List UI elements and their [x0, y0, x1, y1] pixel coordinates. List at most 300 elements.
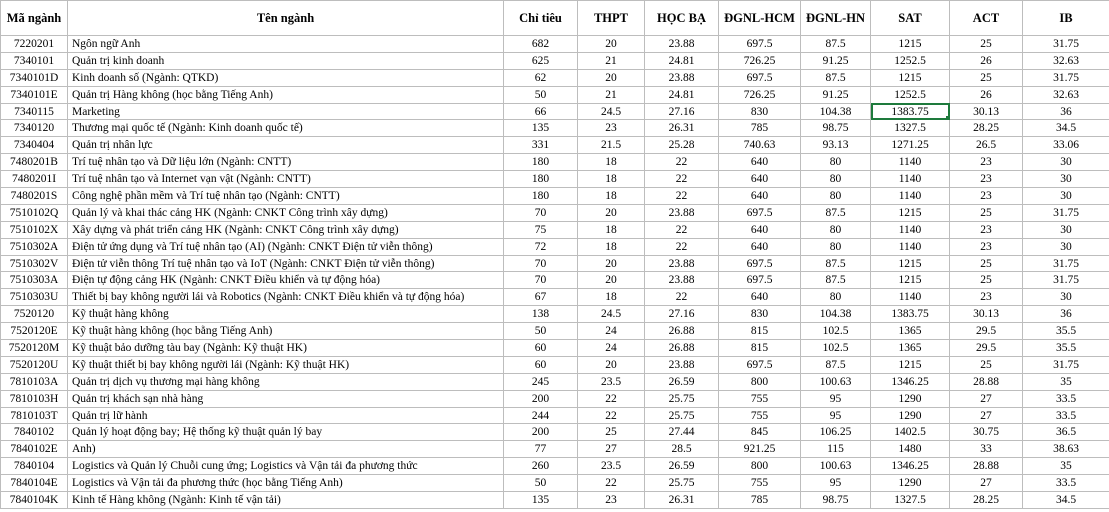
cell-act[interactable]: 26 — [950, 86, 1023, 103]
cell-ib[interactable]: 32.63 — [1023, 52, 1109, 69]
cell-ib[interactable]: 30 — [1023, 171, 1109, 188]
cell-chi-tieu[interactable]: 138 — [504, 306, 578, 323]
table-row — [1, 424, 1109, 441]
cell-dgnl-hn[interactable]: 95 — [801, 390, 871, 407]
cell-ib[interactable]: 36 — [1023, 306, 1109, 323]
cell-hoc-ba[interactable]: 23.88 — [645, 272, 719, 289]
cell-ib[interactable]: 33.5 — [1023, 475, 1109, 492]
cell-dgnl-hn[interactable]: 95 — [801, 475, 871, 492]
cell-thpt[interactable]: 23.5 — [578, 458, 645, 475]
cell-dgnl-hn[interactable]: 91.25 — [801, 52, 871, 69]
cell-dgnl-hcm[interactable]: 800 — [719, 458, 801, 475]
cell-thpt[interactable]: 18 — [578, 154, 645, 171]
cell-dgnl-hcm[interactable]: 800 — [719, 373, 801, 390]
cell-ten-nganh[interactable]: Kỹ thuật hàng không (học bằng Tiếng Anh) — [68, 323, 504, 340]
cell-chi-tieu[interactable]: 180 — [504, 171, 578, 188]
cell-hoc-ba[interactable]: 26.31 — [645, 120, 719, 137]
cell-ib[interactable]: 31.75 — [1023, 356, 1109, 373]
cell-dgnl-hcm[interactable]: 640 — [719, 289, 801, 306]
cell-thpt[interactable]: 20 — [578, 255, 645, 272]
cell-ten-nganh[interactable]: Trí tuệ nhân tạo và Dữ liệu lớn (Ngành: CNTT) — [68, 154, 504, 171]
cell-chi-tieu[interactable]: 70 — [504, 272, 578, 289]
cell-ib[interactable]: 30 — [1023, 238, 1109, 255]
cell-sat[interactable]: 1215 — [871, 204, 950, 221]
cell-ib[interactable]: 33.06 — [1023, 137, 1109, 154]
cell-ma-nganh[interactable]: 7510303U — [1, 289, 68, 306]
cell-dgnl-hn[interactable]: 80 — [801, 238, 871, 255]
cell-ten-nganh[interactable]: Quản lý và khai thác cảng HK (Ngành: CNKT Công trình xây dựng) — [68, 204, 504, 221]
cell-hoc-ba[interactable]: 27.16 — [645, 306, 719, 323]
cell-act[interactable]: 23 — [950, 188, 1023, 205]
cell-chi-tieu[interactable]: 244 — [504, 407, 578, 424]
cell-ma-nganh[interactable]: 7520120U — [1, 356, 68, 373]
cell-dgnl-hn[interactable]: 80 — [801, 171, 871, 188]
cell-thpt[interactable]: 20 — [578, 356, 645, 373]
cell-chi-tieu[interactable]: 66 — [504, 103, 578, 120]
cell-dgnl-hn[interactable]: 87.5 — [801, 36, 871, 53]
cell-ib[interactable]: 36 — [1023, 103, 1109, 120]
cell-act[interactable]: 25 — [950, 255, 1023, 272]
cell-dgnl-hcm[interactable]: 740.63 — [719, 137, 801, 154]
cell-ten-nganh[interactable]: Quản trị khách sạn nhà hàng — [68, 390, 504, 407]
cell-thpt[interactable]: 20 — [578, 204, 645, 221]
cell-hoc-ba[interactable]: 23.88 — [645, 356, 719, 373]
cell-ten-nganh[interactable]: Marketing — [68, 103, 504, 120]
cell-chi-tieu[interactable]: 50 — [504, 323, 578, 340]
cell-thpt[interactable]: 24.5 — [578, 103, 645, 120]
cell-ma-nganh[interactable]: 7480201B — [1, 154, 68, 171]
cell-chi-tieu[interactable]: 70 — [504, 204, 578, 221]
cell-ten-nganh[interactable]: Quản trị lữ hành — [68, 407, 504, 424]
cell-hoc-ba[interactable]: 23.88 — [645, 36, 719, 53]
cell-ib[interactable]: 30 — [1023, 154, 1109, 171]
cell-dgnl-hn[interactable]: 80 — [801, 289, 871, 306]
cell-act[interactable]: 27 — [950, 407, 1023, 424]
col-header-dgnl-hn[interactable]: ĐGNL-HN — [801, 1, 871, 36]
cell-ma-nganh[interactable]: 7220201 — [1, 36, 68, 53]
cell-ten-nganh[interactable]: Thương mại quốc tế (Ngành: Kinh doanh quốc tế) — [68, 120, 504, 137]
cell-dgnl-hcm[interactable]: 921.25 — [719, 441, 801, 458]
cell-sat[interactable]: 1215 — [871, 272, 950, 289]
cell-hoc-ba[interactable]: 22 — [645, 188, 719, 205]
table-row — [1, 289, 1109, 306]
cell-ma-nganh[interactable]: 7840104 — [1, 458, 68, 475]
cell-thpt[interactable]: 21 — [578, 52, 645, 69]
cell-dgnl-hcm[interactable]: 726.25 — [719, 86, 801, 103]
cell-dgnl-hcm[interactable]: 640 — [719, 154, 801, 171]
cell-ma-nganh[interactable]: 7510102X — [1, 221, 68, 238]
cell-dgnl-hn[interactable]: 93.13 — [801, 137, 871, 154]
cell-thpt[interactable]: 24.5 — [578, 306, 645, 323]
cell-chi-tieu[interactable]: 625 — [504, 52, 578, 69]
cell-dgnl-hcm[interactable]: 697.5 — [719, 356, 801, 373]
cell-chi-tieu[interactable]: 180 — [504, 154, 578, 171]
cell-sat[interactable]: 1215 — [871, 255, 950, 272]
cell-dgnl-hcm[interactable]: 785 — [719, 120, 801, 137]
cell-ib[interactable]: 35 — [1023, 458, 1109, 475]
cell-ten-nganh[interactable]: Điện tự động cảng HK (Ngành: CNKT Điều khiển và tự động hóa) — [68, 272, 504, 289]
cell-ib[interactable]: 30 — [1023, 289, 1109, 306]
table-row — [1, 154, 1109, 171]
cell-ib[interactable]: 36.5 — [1023, 424, 1109, 441]
cell-thpt[interactable]: 21 — [578, 86, 645, 103]
cell-dgnl-hcm[interactable]: 755 — [719, 407, 801, 424]
cell-ib[interactable]: 38.63 — [1023, 441, 1109, 458]
cell-dgnl-hn[interactable]: 100.63 — [801, 373, 871, 390]
cell-dgnl-hn[interactable]: 100.63 — [801, 458, 871, 475]
cell-act[interactable]: 23 — [950, 238, 1023, 255]
cell-thpt[interactable]: 24 — [578, 323, 645, 340]
cell-ten-nganh[interactable]: Kỹ thuật thiết bị bay không người lái (Ngành: Kỹ thuật HK) — [68, 356, 504, 373]
cell-ib[interactable]: 30 — [1023, 188, 1109, 205]
cell-dgnl-hcm[interactable]: 640 — [719, 238, 801, 255]
cell-act[interactable]: 26 — [950, 52, 1023, 69]
col-header-sat[interactable]: SAT — [871, 1, 950, 36]
cell-act[interactable]: 33 — [950, 441, 1023, 458]
cell-hoc-ba[interactable]: 25.28 — [645, 137, 719, 154]
cell-chi-tieu[interactable]: 200 — [504, 390, 578, 407]
cell-dgnl-hn[interactable]: 87.5 — [801, 255, 871, 272]
cell-ma-nganh[interactable]: 7840104E — [1, 475, 68, 492]
cell-dgnl-hcm[interactable]: 640 — [719, 171, 801, 188]
cell-ib[interactable]: 31.75 — [1023, 255, 1109, 272]
cell-ten-nganh[interactable]: Kỹ thuật bảo dưỡng tàu bay (Ngành: Kỹ thuật HK) — [68, 340, 504, 357]
cell-ten-nganh[interactable]: Anh) — [68, 441, 504, 458]
cell-act[interactable]: 26.5 — [950, 137, 1023, 154]
cell-act[interactable]: 27 — [950, 475, 1023, 492]
cell-thpt[interactable]: 24 — [578, 340, 645, 357]
cell-dgnl-hcm[interactable]: 755 — [719, 475, 801, 492]
cell-ib[interactable]: 32.63 — [1023, 86, 1109, 103]
cell-dgnl-hn[interactable]: 91.25 — [801, 86, 871, 103]
cell-chi-tieu[interactable]: 260 — [504, 458, 578, 475]
col-header-chi-tieu[interactable]: Chỉ tiêu — [504, 1, 578, 36]
cell-ten-nganh[interactable]: Quản trị dịch vụ thương mại hàng không — [68, 373, 504, 390]
cell-thpt[interactable]: 27 — [578, 441, 645, 458]
cell-hoc-ba[interactable]: 25.75 — [645, 407, 719, 424]
cell-ma-nganh[interactable]: 7340101D — [1, 69, 68, 86]
cell-ten-nganh[interactable]: Quản trị Hàng không (học bằng Tiếng Anh) — [68, 86, 504, 103]
cell-ten-nganh[interactable]: Kinh tế Hàng không (Ngành: Kinh tế vận tải) — [68, 492, 504, 509]
cell-thpt[interactable]: 22 — [578, 475, 645, 492]
cell-hoc-ba[interactable]: 24.81 — [645, 52, 719, 69]
cell-ten-nganh[interactable]: Trí tuệ nhân tạo và Internet vạn vật (Ngành: CNTT) — [68, 171, 504, 188]
cell-sat[interactable]: 1252.5 — [871, 52, 950, 69]
cell-dgnl-hn[interactable]: 80 — [801, 154, 871, 171]
cell-chi-tieu[interactable]: 180 — [504, 188, 578, 205]
cell-ib[interactable]: 35 — [1023, 373, 1109, 390]
cell-ten-nganh[interactable]: Điện tử ứng dụng và Trí tuệ nhân tạo (AI) (Ngành: CNKT Điện tử viễn thông) — [68, 238, 504, 255]
cell-hoc-ba[interactable]: 28.5 — [645, 441, 719, 458]
cell-hoc-ba[interactable]: 22 — [645, 238, 719, 255]
cell-sat[interactable]: 1402.5 — [871, 424, 950, 441]
cell-sat[interactable]: 1140 — [871, 154, 950, 171]
cell-ten-nganh[interactable]: Logistics và Quản lý Chuỗi cung ứng; Logistics và Vận tải đa phương thức — [68, 458, 504, 475]
cell-hoc-ba[interactable]: 27.44 — [645, 424, 719, 441]
cell-ma-nganh[interactable]: 7510302V — [1, 255, 68, 272]
cell-dgnl-hn[interactable]: 87.5 — [801, 204, 871, 221]
cell-ten-nganh[interactable]: Kinh doanh số (Ngành: QTKD) — [68, 69, 504, 86]
cell-thpt[interactable]: 22 — [578, 407, 645, 424]
cell-act[interactable]: 28.25 — [950, 492, 1023, 509]
cell-sat[interactable]: 1327.5 — [871, 120, 950, 137]
cell-thpt[interactable]: 21.5 — [578, 137, 645, 154]
col-header-ib[interactable]: IB — [1023, 1, 1109, 36]
cell-act[interactable]: 28.88 — [950, 373, 1023, 390]
cell-dgnl-hn[interactable]: 104.38 — [801, 306, 871, 323]
col-header-hoc-ba[interactable]: HỌC BẠ — [645, 1, 719, 36]
cell-hoc-ba[interactable]: 22 — [645, 221, 719, 238]
cell-thpt[interactable]: 18 — [578, 188, 645, 205]
cell-ma-nganh[interactable]: 7510303A — [1, 272, 68, 289]
cell-act[interactable]: 30.75 — [950, 424, 1023, 441]
cell-ten-nganh[interactable]: Kỹ thuật hàng không — [68, 306, 504, 323]
cell-chi-tieu[interactable]: 62 — [504, 69, 578, 86]
cell-hoc-ba[interactable]: 23.88 — [645, 255, 719, 272]
cell-sat[interactable]: 1327.5 — [871, 492, 950, 509]
cell-hoc-ba[interactable]: 26.59 — [645, 373, 719, 390]
cell-chi-tieu[interactable]: 135 — [504, 492, 578, 509]
cell-chi-tieu[interactable]: 72 — [504, 238, 578, 255]
cell-ma-nganh[interactable]: 7340115 — [1, 103, 68, 120]
cell-dgnl-hcm[interactable]: 755 — [719, 390, 801, 407]
cell-chi-tieu[interactable]: 200 — [504, 424, 578, 441]
cell-ib[interactable]: 33.5 — [1023, 407, 1109, 424]
cell-act[interactable]: 25 — [950, 204, 1023, 221]
cell-sat[interactable]: 1140 — [871, 188, 950, 205]
cell-dgnl-hcm[interactable]: 726.25 — [719, 52, 801, 69]
cell-dgnl-hcm[interactable]: 640 — [719, 188, 801, 205]
cell-hoc-ba[interactable]: 26.88 — [645, 323, 719, 340]
cell-dgnl-hn[interactable]: 80 — [801, 221, 871, 238]
cell-hoc-ba[interactable]: 25.75 — [645, 390, 719, 407]
cell-dgnl-hcm[interactable]: 697.5 — [719, 255, 801, 272]
cell-dgnl-hn[interactable]: 102.5 — [801, 340, 871, 357]
cell-sat[interactable]: 1215 — [871, 356, 950, 373]
cell-dgnl-hn[interactable]: 102.5 — [801, 323, 871, 340]
cell-act[interactable]: 23 — [950, 171, 1023, 188]
cell-sat[interactable]: 1215 — [871, 69, 950, 86]
cell-dgnl-hn[interactable]: 87.5 — [801, 272, 871, 289]
cell-hoc-ba[interactable]: 26.31 — [645, 492, 719, 509]
cell-act[interactable]: 29.5 — [950, 340, 1023, 357]
cell-thpt[interactable]: 25 — [578, 424, 645, 441]
cell-thpt[interactable]: 18 — [578, 171, 645, 188]
cell-hoc-ba[interactable]: 23.88 — [645, 204, 719, 221]
col-header-thpt[interactable]: THPT — [578, 1, 645, 36]
cell-thpt[interactable]: 22 — [578, 390, 645, 407]
cell-sat[interactable]: 1365 — [871, 323, 950, 340]
cell-sat[interactable]: 1346.25 — [871, 458, 950, 475]
cell-dgnl-hn[interactable]: 80 — [801, 188, 871, 205]
cell-ib[interactable]: 31.75 — [1023, 204, 1109, 221]
cell-sat[interactable]: 1252.5 — [871, 86, 950, 103]
cell-chi-tieu[interactable]: 77 — [504, 441, 578, 458]
cell-hoc-ba[interactable]: 26.88 — [645, 340, 719, 357]
cell-act[interactable]: 29.5 — [950, 323, 1023, 340]
cell-hoc-ba[interactable]: 23.88 — [645, 69, 719, 86]
cell-sat[interactable]: 1383.75 — [871, 306, 950, 323]
cell-dgnl-hcm[interactable]: 640 — [719, 221, 801, 238]
col-header-act[interactable]: ACT — [950, 1, 1023, 36]
cell-chi-tieu[interactable]: 75 — [504, 221, 578, 238]
cell-sat[interactable]: 1290 — [871, 407, 950, 424]
cell-act[interactable]: 23 — [950, 154, 1023, 171]
cell-hoc-ba[interactable]: 22 — [645, 171, 719, 188]
cell-hoc-ba[interactable]: 22 — [645, 154, 719, 171]
cell-ma-nganh[interactable]: 7510102Q — [1, 204, 68, 221]
table-row — [1, 36, 1109, 53]
cell-thpt[interactable]: 20 — [578, 69, 645, 86]
cell-ten-nganh[interactable]: Logistics và Vận tải đa phương thức (học bằng Tiếng Anh) — [68, 475, 504, 492]
cell-thpt[interactable]: 23 — [578, 492, 645, 509]
cell-dgnl-hcm[interactable]: 697.5 — [719, 272, 801, 289]
cell-sat[interactable]: 1365 — [871, 340, 950, 357]
cell-dgnl-hcm[interactable]: 697.5 — [719, 36, 801, 53]
cell-dgnl-hn[interactable]: 98.75 — [801, 492, 871, 509]
cell-chi-tieu[interactable]: 60 — [504, 356, 578, 373]
cell-chi-tieu[interactable]: 50 — [504, 475, 578, 492]
cell-dgnl-hn[interactable]: 87.5 — [801, 69, 871, 86]
cell-dgnl-hcm[interactable]: 845 — [719, 424, 801, 441]
cell-sat[interactable]: 1140 — [871, 221, 950, 238]
table-row — [1, 120, 1109, 137]
cell-hoc-ba[interactable]: 27.16 — [645, 103, 719, 120]
table-row — [1, 238, 1109, 255]
cell-ib[interactable]: 30 — [1023, 221, 1109, 238]
cell-chi-tieu[interactable]: 50 — [504, 86, 578, 103]
cell-dgnl-hcm[interactable]: 697.5 — [719, 204, 801, 221]
cell-dgnl-hn[interactable]: 95 — [801, 407, 871, 424]
cell-ten-nganh[interactable]: Xây dựng và phát triển cảng HK (Ngành: CNKT Công trình xây dựng) — [68, 221, 504, 238]
cell-dgnl-hcm[interactable]: 815 — [719, 323, 801, 340]
cell-ten-nganh[interactable]: Ngôn ngữ Anh — [68, 36, 504, 53]
cell-hoc-ba[interactable]: 24.81 — [645, 86, 719, 103]
col-header-ma-nganh[interactable]: Mã ngành — [1, 1, 68, 36]
cell-ma-nganh[interactable]: 7520120E — [1, 323, 68, 340]
cell-act[interactable]: 28.88 — [950, 458, 1023, 475]
cell-act[interactable]: 30.13 — [950, 306, 1023, 323]
cell-dgnl-hn[interactable]: 106.25 — [801, 424, 871, 441]
col-header-ten-nganh[interactable]: Tên ngành — [68, 1, 504, 36]
cell-sat[interactable]: 1140 — [871, 238, 950, 255]
cell-act[interactable]: 28.25 — [950, 120, 1023, 137]
cell-ma-nganh[interactable]: 7810103A — [1, 373, 68, 390]
cell-ma-nganh[interactable]: 7480201S — [1, 188, 68, 205]
cell-thpt[interactable]: 23 — [578, 120, 645, 137]
cell-ten-nganh[interactable]: Quản lý hoạt động bay; Hệ thống kỹ thuật quản lý bay — [68, 424, 504, 441]
cell-act[interactable]: 25 — [950, 272, 1023, 289]
cell-sat[interactable]: 1140 — [871, 289, 950, 306]
cell-ma-nganh[interactable]: 7340404 — [1, 137, 68, 154]
cell-ten-nganh[interactable]: Quản trị nhân lực — [68, 137, 504, 154]
cell-chi-tieu[interactable]: 682 — [504, 36, 578, 53]
cell-act[interactable]: 30.13 — [950, 103, 1023, 120]
cell-thpt[interactable]: 23.5 — [578, 373, 645, 390]
cell-ib[interactable]: 31.75 — [1023, 36, 1109, 53]
cell-thpt[interactable]: 20 — [578, 36, 645, 53]
cell-act[interactable]: 25 — [950, 356, 1023, 373]
cell-dgnl-hn[interactable]: 87.5 — [801, 356, 871, 373]
cell-dgnl-hcm[interactable]: 830 — [719, 306, 801, 323]
cell-ma-nganh[interactable]: 7340120 — [1, 120, 68, 137]
cell-ib[interactable]: 31.75 — [1023, 272, 1109, 289]
cell-chi-tieu[interactable]: 67 — [504, 289, 578, 306]
cell-ib[interactable]: 35.5 — [1023, 323, 1109, 340]
cell-ma-nganh[interactable]: 7520120 — [1, 306, 68, 323]
table-row — [1, 323, 1109, 340]
col-header-dgnl-hcm[interactable]: ĐGNL-HCM — [719, 1, 801, 36]
cell-sat[interactable]: 1271.25 — [871, 137, 950, 154]
cell-sat[interactable]: 1346.25 — [871, 373, 950, 390]
cell-dgnl-hn[interactable]: 115 — [801, 441, 871, 458]
cell-thpt[interactable]: 18 — [578, 289, 645, 306]
cell-chi-tieu[interactable]: 135 — [504, 120, 578, 137]
cell-act[interactable]: 23 — [950, 289, 1023, 306]
cell-ib[interactable]: 35.5 — [1023, 340, 1109, 357]
cell-ma-nganh[interactable]: 7810103T — [1, 407, 68, 424]
cell-dgnl-hcm[interactable]: 697.5 — [719, 69, 801, 86]
cell-chi-tieu[interactable]: 245 — [504, 373, 578, 390]
cell-chi-tieu[interactable]: 70 — [504, 255, 578, 272]
cell-act[interactable]: 27 — [950, 390, 1023, 407]
cell-ten-nganh[interactable]: Thiết bị bay không người lái và Robotics (Ngành: CNKT Điều khiển và tự động hóa) — [68, 289, 504, 306]
cell-ma-nganh[interactable]: 7510302A — [1, 238, 68, 255]
cell-sat[interactable]: 1383.75 — [871, 103, 950, 120]
cell-act[interactable]: 25 — [950, 69, 1023, 86]
cell-ma-nganh[interactable]: 7480201I — [1, 171, 68, 188]
cell-dgnl-hcm[interactable]: 830 — [719, 103, 801, 120]
cell-ma-nganh[interactable]: 7340101E — [1, 86, 68, 103]
cell-dgnl-hn[interactable]: 104.38 — [801, 103, 871, 120]
cell-ma-nganh[interactable]: 7340101 — [1, 52, 68, 69]
cell-hoc-ba[interactable]: 25.75 — [645, 475, 719, 492]
cell-thpt[interactable]: 18 — [578, 238, 645, 255]
cell-thpt[interactable]: 20 — [578, 272, 645, 289]
cell-sat[interactable]: 1290 — [871, 475, 950, 492]
cell-ma-nganh[interactable]: 7520120M — [1, 340, 68, 357]
cell-act[interactable]: 23 — [950, 221, 1023, 238]
cell-ma-nganh[interactable]: 7810103H — [1, 390, 68, 407]
table-row — [1, 171, 1109, 188]
cell-ten-nganh[interactable]: Điện tử viễn thông Trí tuệ nhân tạo và IoT (Ngành: CNKT Điện tử viễn thông) — [68, 255, 504, 272]
cell-ten-nganh[interactable]: Công nghệ phần mềm và Trí tuệ nhân tạo (Ngành: CNTT) — [68, 188, 504, 205]
cell-ib[interactable]: 34.5 — [1023, 120, 1109, 137]
cell-thpt[interactable]: 18 — [578, 221, 645, 238]
table-row — [1, 356, 1109, 373]
cell-chi-tieu[interactable]: 331 — [504, 137, 578, 154]
cell-sat[interactable]: 1215 — [871, 36, 950, 53]
cell-ib[interactable]: 31.75 — [1023, 69, 1109, 86]
cell-ma-nganh[interactable]: 7840102E — [1, 441, 68, 458]
cell-sat[interactable]: 1290 — [871, 390, 950, 407]
cell-ten-nganh[interactable]: Quản trị kinh doanh — [68, 52, 504, 69]
cell-ib[interactable]: 33.5 — [1023, 390, 1109, 407]
cell-ib[interactable]: 34.5 — [1023, 492, 1109, 509]
cell-sat[interactable]: 1140 — [871, 171, 950, 188]
cell-hoc-ba[interactable]: 22 — [645, 289, 719, 306]
cell-chi-tieu[interactable]: 60 — [504, 340, 578, 357]
cell-act[interactable]: 25 — [950, 36, 1023, 53]
cell-dgnl-hn[interactable]: 98.75 — [801, 120, 871, 137]
cell-ma-nganh[interactable]: 7840102 — [1, 424, 68, 441]
cell-hoc-ba[interactable]: 26.59 — [645, 458, 719, 475]
cell-sat[interactable]: 1480 — [871, 441, 950, 458]
table-row — [1, 272, 1109, 289]
cell-ma-nganh[interactable]: 7840104K — [1, 492, 68, 509]
cell-dgnl-hcm[interactable]: 785 — [719, 492, 801, 509]
cell-dgnl-hcm[interactable]: 815 — [719, 340, 801, 357]
